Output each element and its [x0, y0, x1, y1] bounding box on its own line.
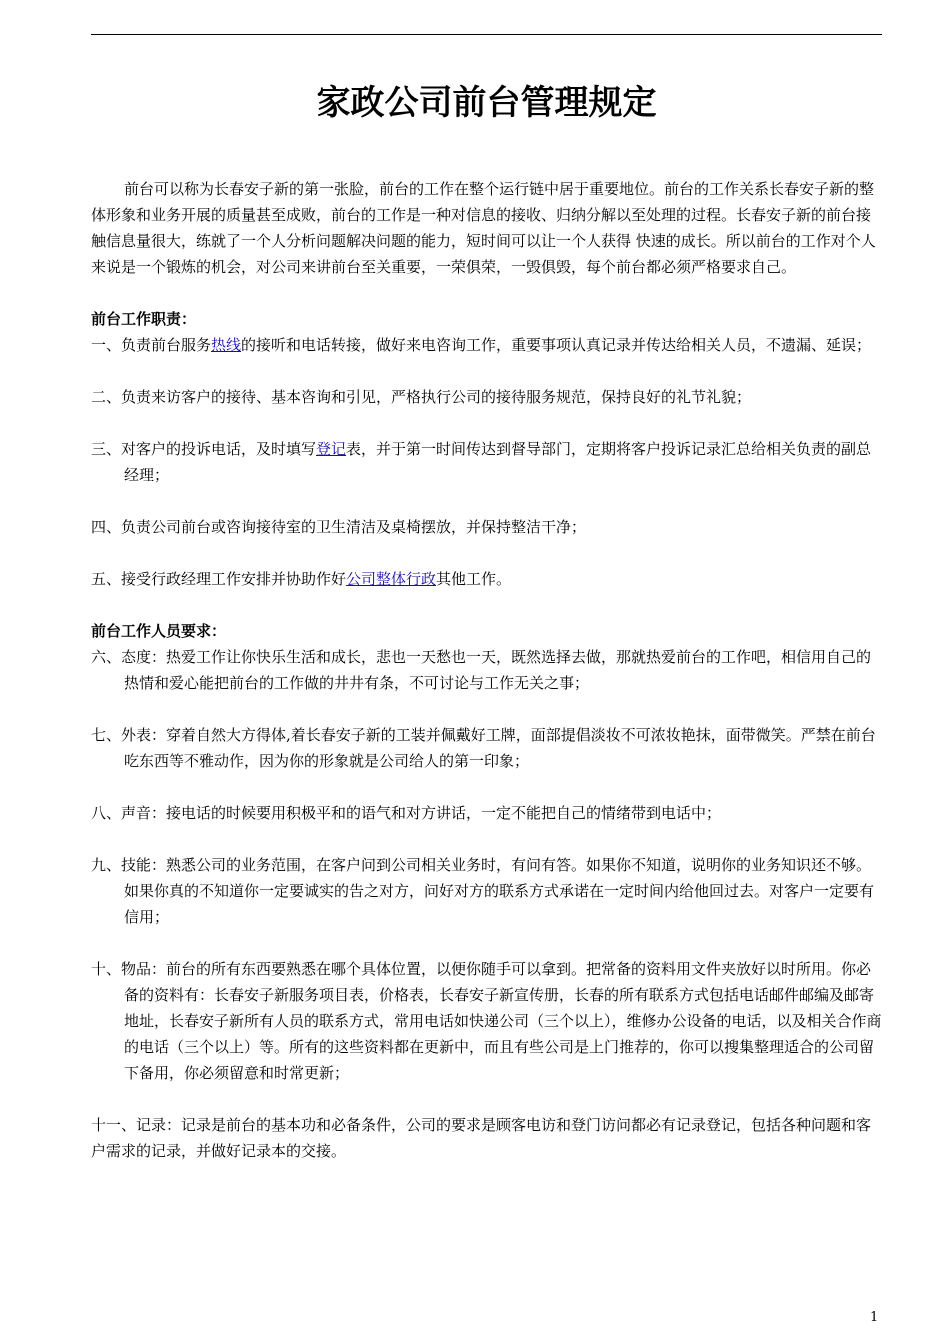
requirement-item-9: 九、技能：熟悉公司的业务范围，在客户问到公司相关业务时，有问有答。如果你不知道，说明你的业务知识还不够。如果你真的不知道你一定要诚实的告之对方，问好对方的联系方式承诺在一定时间内给他回过去。对客户一定要有信用； — [91, 856, 875, 926]
requirement-item-7: 七、外表：穿着自然大方得体,着长春安子新的工装并佩戴好工牌，面部提倡淡妆不可浓妆艳抹，面带微笑。严禁在前台吃东西等不雅动作，因为你的形象就是公司给人的第一印象； — [91, 726, 876, 770]
requirement-item-8: 八、声音：接电话的时候要用积极平和的语气和对方讲话，一定不能把自己的情绪带到电话中； — [91, 804, 722, 822]
duty-item-5-text: 五、接受行政经理工作安排并协助作好 — [91, 570, 347, 588]
duty-item-1 — [91, 332, 884, 358]
document-body — [91, 176, 884, 1164]
spacer — [91, 358, 884, 384]
company-admin-link[interactable]: 公司整体行政 — [346, 570, 437, 588]
duty-item-3-text-rest: 表，并于第一时间传达到督导部门，定期将客户投诉记录汇总给相关负责的副总经理； — [124, 440, 872, 484]
section-heading-duties: 前台工作职责： — [91, 310, 197, 328]
register-link[interactable]: 登记 — [316, 440, 347, 458]
duty-item-3 — [91, 436, 884, 488]
requirement-item-11: 十一、记录：记录是前台的基本功和必备条件，公司的要求是顾客电访和登门访问都必有记录登记，包括各种问题和客户需求的记录，并做好记录本的交接。 — [91, 1116, 872, 1160]
duty-item-3-text: 三、对客户的投诉电话，及时填写 — [91, 440, 317, 458]
spacer — [91, 930, 884, 956]
duty-item-4: 四、负责公司前台或咨询接待室的卫生清洁及桌椅摆放，并保持整洁干净； — [91, 518, 587, 536]
spacer — [91, 826, 884, 852]
spacer — [91, 280, 884, 306]
requirement-item-10: 十、物品：前台的所有东西要熟悉在哪个具体位置，以便你随手可以拿到。把常备的资料用文件夹放好以时所用。你必备的资料有：长春安子新服务项目表，价格表，长春安子新宣传册，长春的所有联系方式包括电话邮件邮编及邮寄地址，长春安子新所有人员的联系方式，常用电话如快递公司（三个以上），维修办公设备的电话，以及相关合作商的电话（三个以上）等。所有的这些资料都在更新中，而且有些公司是上门推荐的，你可以搜集整理适合的公司留下备用，你必须留意和时常更新； — [91, 960, 882, 1082]
spacer — [91, 592, 884, 618]
page-title: 家政公司前台管理规定 — [316, 83, 657, 123]
duty-item-1-text: 一、负责前台服务 — [91, 336, 212, 354]
spacer — [91, 696, 884, 722]
duty-item-1-text-rest: 的接听和电话转接，做好来电咨询工作，重要事项认真记录并传达给相关人员，不遗漏、延误； — [241, 336, 872, 354]
spacer — [91, 540, 884, 566]
header-rule — [91, 34, 882, 35]
duty-item-5 — [91, 566, 884, 592]
duty-item-5-text-rest: 其他工作。 — [436, 570, 512, 588]
spacer — [91, 1086, 884, 1112]
section-heading-requirements: 前台工作人员要求： — [91, 622, 227, 640]
spacer — [91, 774, 884, 800]
spacer — [91, 410, 884, 436]
hotline-link[interactable]: 热线 — [211, 336, 242, 354]
duty-item-2: 二、负责来访客户的接待、基本咨询和引见，严格执行公司的接待服务规范，保持良好的礼节礼貌； — [91, 388, 752, 406]
intro-paragraph: 前台可以称为长春安子新的第一张脸，前台的工作在整个运行链中居于重要地位。前台的工作关系长春安子新的整体形象和业务开展的质量甚至成败，前台的工作是一种对信息的接收、归纳分解以至处理的过程。长春安子新的前台接触信息量很大，练就了一个人分析问题解决问题的能力，短时间可以让一个人获得 快速的成长。所以前台的工作对个人来说是一个锻炼的机会，对公司来讲前台至关重要，一荣俱荣，一毁俱毁，每个前台都必须严格要求自己。 — [91, 180, 876, 276]
spacer — [91, 488, 884, 514]
requirement-item-6: 六、态度：热爱工作让你快乐生活和成长，悲也一天愁也一天，既然选择去做，那就热爱前台的工作吧，相信用自己的热情和爱心能把前台的工作做的井井有条，不可讨论与工作无关之事； — [91, 648, 872, 692]
page-number: 1 — [870, 1310, 879, 1325]
